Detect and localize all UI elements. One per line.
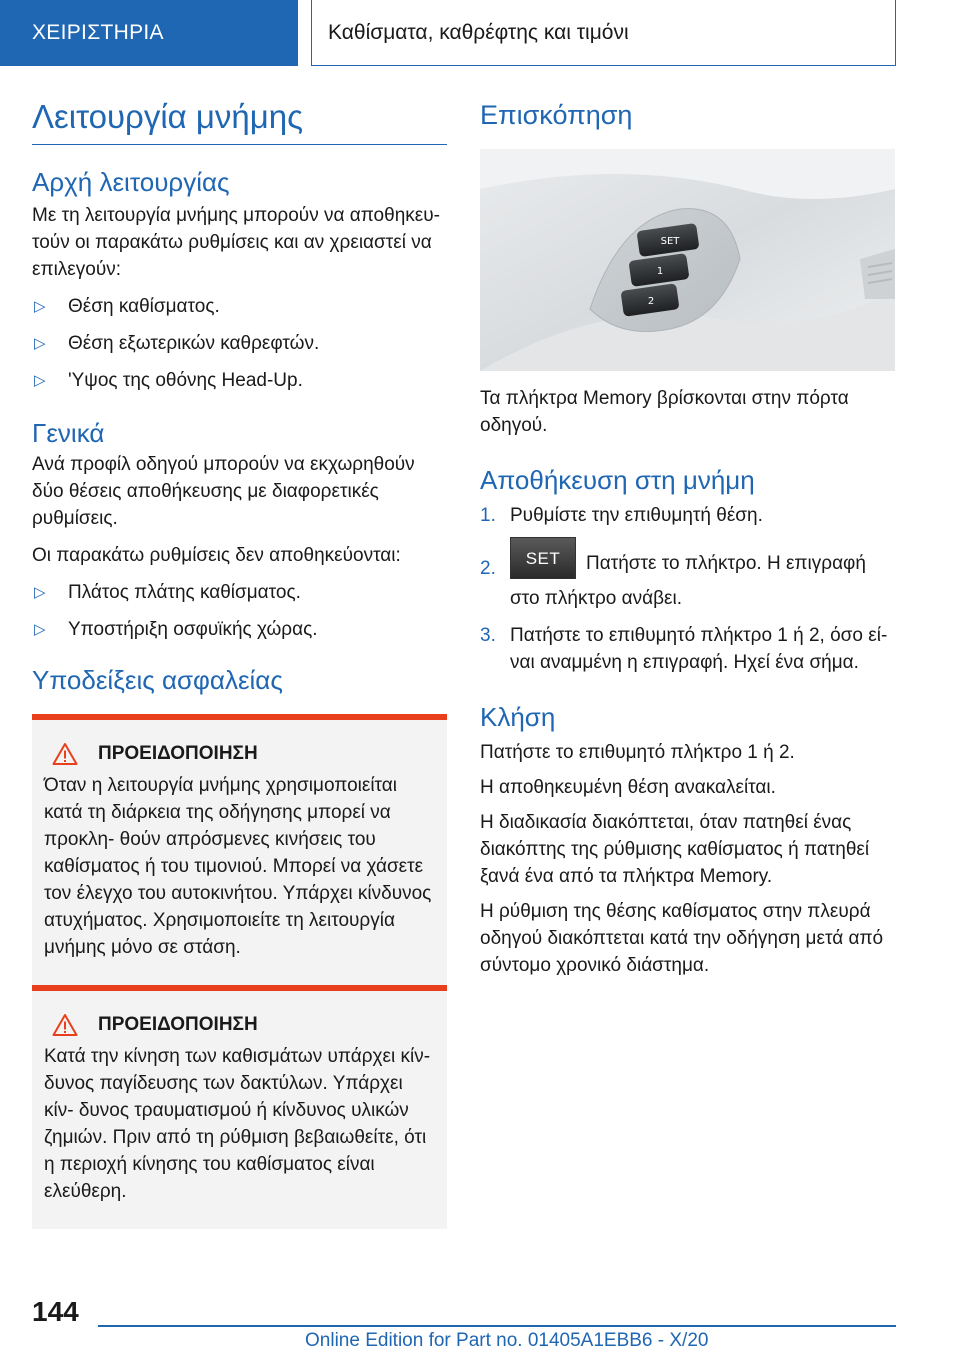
page-header [0,0,960,66]
warning-title: ΠΡΟΕΙΔΟΠΟΙΗΣΗ [44,742,437,766]
warning-text: Κατά την κίνηση των καθισμάτων υπάρχει κίν- δυνος παγίδευσης των δακτύλων. Υπάρχει κίν- δυνος τραυματισμού ή κίνδυνος υλικών ζημιών. Πριν από τη ρύθμιση βεβαιωθείτε, ότι η περιοχή κίνησης του καθίσματος είναι ελεύθερη. [44,1046,431,1202]
safety-heading: Υποδείξεις ασφαλείας [32,665,283,695]
warning-box [32,985,447,1229]
list-item: ▷ Πλάτος πλάτης καθίσματος. [32,579,447,606]
bullet-triangle-icon: ▷ [34,372,46,389]
recall-heading: Κλήση [480,702,556,732]
recall-text: Η αποθηκευμένη θέση ανακαλείται. [480,777,776,798]
general-heading: Γενικά [32,418,105,448]
bullet-triangle-icon: ▷ [34,298,46,315]
bullet-triangle-icon: ▷ [34,335,46,352]
memory-buttons-photo [480,149,895,371]
list-item: ▷ Υποστήριξη οσφυϊκής χώρας. [32,616,447,643]
recall-text: Η διαδικασία διακόπτεται, όταν πατηθεί ένας διακόπτης της ρύθμισης καθίσματος ή πατηθεί ξανά ένα από τα πλήκτρα Memory. [480,812,870,887]
section-tab: ΧΕΙΡΙΣΤΗΡΙΑ [0,0,298,66]
list-item: ▷ 'Υψος της οθόνης Head-Up. [32,367,447,394]
bullet-triangle-icon: ▷ [34,621,46,638]
list-item: ▷ Θέση εξωτερικών καθρεφτών. [32,330,447,357]
recall-text: Πατήστε το επιθυμητό πλήκτρο 1 ή 2. [480,742,795,763]
general-text-2: Οι παρακάτω ρυθμίσεις δεν αποθηκεύονται: [32,545,401,566]
store-heading: Αποθήκευση στη μνήμη [480,465,755,495]
chapter-title: Καθίσματα, καθρέφτης και τιμόνι [311,0,896,66]
general-list [32,579,447,643]
recall-text: Η ρύθμιση της θέσης καθίσματος στην πλευρά οδηγού διακόπτεται κατά την οδήγηση μετά από σύντομο χρονικό διάστημα. [480,901,884,976]
list-item: 3. Πατήστε το επιθυμητό πλήκτρο 1 ή 2, όσο εί- ναι αναμμένη η επιγραφή. Ηχεί ένα σήμα. [480,625,888,673]
list-item: 2. SET Πατήστε το πλήκτρο. Η επιγραφή στο πλήκτρο ανάβει. [480,543,895,612]
warning-triangle-icon [52,742,78,766]
warning-title: ΠΡΟΕΙΔΟΠΟΙΗΣΗ [44,1013,437,1037]
principle-text: Με τη λειτουργία μνήμης μπορούν να αποθηκευ- τούν οι παρακάτω ρυθμίσεις και αν χρειαστεί να επιλεγούν: [32,205,440,280]
svg-text:2: 2 [647,296,655,307]
warning-triangle-icon [52,1013,78,1037]
principle-heading: Αρχή λειτουργίας [32,167,230,197]
page-title: Λειτουργία μνήμης [32,98,447,145]
general-text: Ανά προφίλ οδηγού μπορούν να εκχωρηθούν δύο θέσεις αποθήκευσης με διαφορετικές ρυθμίσεις. [32,454,415,529]
warning-box [32,714,447,985]
overview-heading: Επισκόπηση [480,100,633,130]
bullet-triangle-icon: ▷ [34,584,46,601]
footer-divider [98,1325,896,1327]
svg-text:1: 1 [656,266,664,277]
warning-text: Όταν η λειτουργία μνήμης χρησιμοποιείται κατά τη διάρκεια της οδήγησης μπορεί να προκλη- θούν απρόσμενες κινήσεις του καθίσματος ή του τιμονιού. Μπορεί να χάσετε τον έλεγχο του αυτοκινήτου. Υπάρχει κίνδυνος ατυχήματος. Χρησιμοποιείτε τη λειτουργία μνήμης μόνο σε στάση. [44,775,432,958]
list-item: 1. Ρυθμίστε την επιθυμητή θέση. [480,505,763,526]
page-number: 144 [32,1296,79,1327]
photo-caption: Τα πλήκτρα Memory βρίσκονται στην πόρτα οδηγού. [480,388,849,436]
principle-list [32,293,447,394]
store-steps [480,502,895,676]
edition-text: Online Edition for Part no. 01405A1EBB6 - X/20 [305,1330,709,1351]
svg-text:SET: SET [660,236,680,247]
left-column [32,98,447,1229]
set-button-icon: SET [510,537,576,579]
right-column [480,98,895,979]
list-item: ▷ Θέση καθίσματος. [32,293,447,320]
